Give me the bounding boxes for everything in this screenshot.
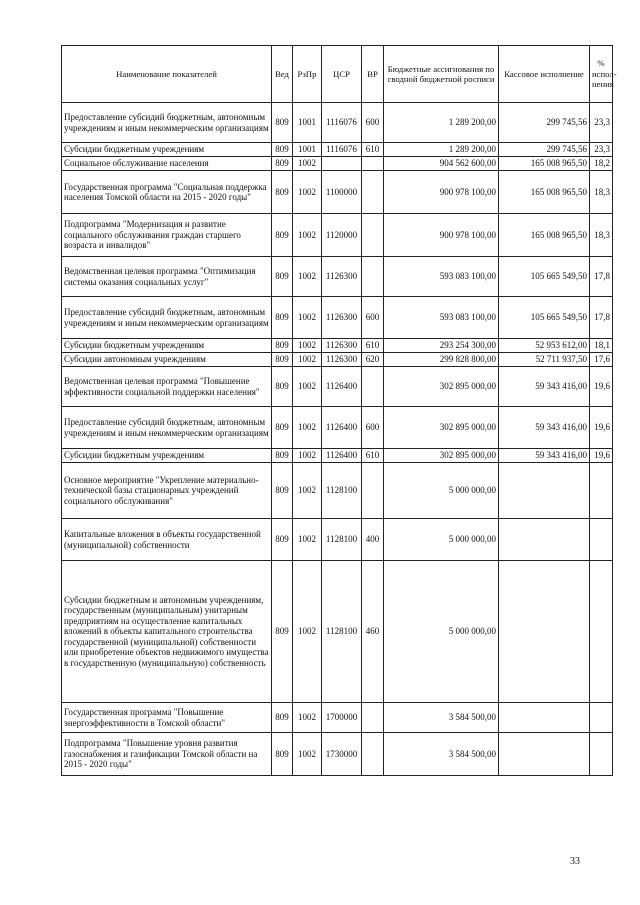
cell-ved: 809: [272, 339, 293, 353]
cell-pct: 18,2: [590, 157, 613, 171]
cell-cash: 59 343 416,00: [499, 367, 590, 407]
cell-vr: [362, 367, 384, 407]
cell-budget: 900 978 100,00: [384, 171, 499, 214]
table-row: [62, 257, 613, 297]
cell-name: Субсидии бюджетным учреждениям: [62, 449, 272, 463]
cell-csr: 1700000: [322, 703, 362, 733]
cell-csr: 1126400: [322, 367, 362, 407]
cell-name: Субсидии автономным учреждениям: [62, 353, 272, 367]
header-cash: Кассовое исполнение: [499, 46, 590, 103]
cell-vr: [362, 171, 384, 214]
cell-budget: 593 083 100,00: [384, 297, 499, 339]
cell-budget: 3 584 500,00: [384, 733, 499, 776]
cell-cash: [499, 519, 590, 561]
cell-name: Подпрограмма "Повышение уровня развития газоснабжения и газификации Томской области на 2015 - 2020 годы": [62, 733, 272, 776]
cell-name: Предоставление субсидий бюджетным, автономным учреждениям и иным некоммерческим организациям: [62, 407, 272, 449]
table-row: [62, 367, 613, 407]
cell-ved: 809: [272, 214, 293, 257]
table-row: [62, 297, 613, 339]
cell-vr: 600: [362, 407, 384, 449]
cell-pct: [590, 519, 613, 561]
table-row: [62, 214, 613, 257]
cell-name: Государственная программа "Социальная поддержка населения Томской области на 2015 - 2020 годы": [62, 171, 272, 214]
cell-vr: [362, 463, 384, 519]
cell-name: Основное мероприятие "Укрепление материально-технической базы стационарных учреждений социального обслуживания": [62, 463, 272, 519]
header-ved: Вед: [272, 46, 293, 103]
cell-rzpr: 1002: [293, 407, 322, 449]
cell-rzpr: 1002: [293, 733, 322, 776]
table-row: [62, 353, 613, 367]
cell-vr: [362, 214, 384, 257]
table-row: [62, 449, 613, 463]
table-row: [62, 733, 613, 776]
table-row: [62, 339, 613, 353]
cell-pct: 18,3: [590, 214, 613, 257]
cell-rzpr: 1002: [293, 449, 322, 463]
cell-budget: 299 828 800,00: [384, 353, 499, 367]
cell-cash: [499, 561, 590, 703]
header-budget: Бюджетные ассигнования по сводной бюджетной росписи: [384, 46, 499, 103]
cell-csr: [322, 157, 362, 171]
table-row: [62, 519, 613, 561]
cell-cash: 165 008 965,50: [499, 157, 590, 171]
cell-ved: 809: [272, 157, 293, 171]
cell-pct: [590, 561, 613, 703]
cell-budget: 900 978 100,00: [384, 214, 499, 257]
cell-cash: [499, 703, 590, 733]
cell-rzpr: 1001: [293, 143, 322, 157]
cell-vr: 610: [362, 339, 384, 353]
cell-rzpr: 1002: [293, 367, 322, 407]
cell-pct: 23,3: [590, 143, 613, 157]
table-row: [62, 407, 613, 449]
cell-csr: 1116076: [322, 103, 362, 143]
cell-cash: 59 343 416,00: [499, 407, 590, 449]
header-csr: ЦСР: [322, 46, 362, 103]
cell-csr: 1126400: [322, 407, 362, 449]
cell-csr: 1126400: [322, 449, 362, 463]
cell-budget: 5 000 000,00: [384, 561, 499, 703]
cell-pct: 17,8: [590, 257, 613, 297]
table-row: [62, 143, 613, 157]
cell-rzpr: 1001: [293, 103, 322, 143]
cell-ved: 809: [272, 733, 293, 776]
cell-csr: 1126300: [322, 353, 362, 367]
cell-vr: 600: [362, 103, 384, 143]
cell-budget: 904 562 600,00: [384, 157, 499, 171]
cell-vr: [362, 157, 384, 171]
cell-budget: 293 254 300,00: [384, 339, 499, 353]
cell-pct: [590, 733, 613, 776]
cell-vr: 610: [362, 449, 384, 463]
cell-rzpr: 1002: [293, 297, 322, 339]
cell-csr: 1126300: [322, 297, 362, 339]
table-row: [62, 157, 613, 171]
cell-ved: 809: [272, 103, 293, 143]
cell-rzpr: 1002: [293, 463, 322, 519]
cell-pct: 18,3: [590, 171, 613, 214]
cell-vr: [362, 703, 384, 733]
cell-pct: [590, 703, 613, 733]
cell-cash: [499, 733, 590, 776]
cell-rzpr: 1002: [293, 214, 322, 257]
page-number: 33: [570, 856, 580, 867]
cell-ved: 809: [272, 367, 293, 407]
cell-vr: 600: [362, 297, 384, 339]
cell-ved: 809: [272, 703, 293, 733]
cell-ved: 809: [272, 463, 293, 519]
cell-ved: 809: [272, 353, 293, 367]
cell-vr: 460: [362, 561, 384, 703]
cell-pct: 17,8: [590, 297, 613, 339]
cell-name: Субсидии бюджетным учреждениям: [62, 143, 272, 157]
cell-rzpr: 1002: [293, 257, 322, 297]
cell-vr: [362, 257, 384, 297]
cell-name: Субсидии бюджетным учреждениям: [62, 339, 272, 353]
table-header-row: [62, 46, 613, 103]
cell-rzpr: 1002: [293, 519, 322, 561]
cell-budget: 5 000 000,00: [384, 519, 499, 561]
cell-pct: 19,6: [590, 449, 613, 463]
cell-csr: 1116076: [322, 143, 362, 157]
cell-pct: 19,6: [590, 407, 613, 449]
cell-ved: 809: [272, 297, 293, 339]
cell-vr: 400: [362, 519, 384, 561]
cell-vr: 610: [362, 143, 384, 157]
table-row: [62, 561, 613, 703]
cell-csr: 1120000: [322, 214, 362, 257]
cell-pct: 19,6: [590, 367, 613, 407]
budget-table: [61, 45, 617, 776]
header-pct: % испол-нения: [590, 46, 613, 103]
cell-cash: 165 008 965,50: [499, 171, 590, 214]
cell-csr: 1128100: [322, 561, 362, 703]
cell-ved: 809: [272, 407, 293, 449]
cell-vr: [362, 733, 384, 776]
cell-ved: 809: [272, 171, 293, 214]
cell-name: Предоставление субсидий бюджетным, автономным учреждениям и иным некоммерческим организациям: [62, 103, 272, 143]
cell-csr: 1126300: [322, 257, 362, 297]
cell-csr: 1730000: [322, 733, 362, 776]
cell-csr: 1100000: [322, 171, 362, 214]
table-row: [62, 703, 613, 733]
cell-budget: 3 584 500,00: [384, 703, 499, 733]
cell-pct: 23,3: [590, 103, 613, 143]
cell-cash: 105 665 549,50: [499, 297, 590, 339]
cell-rzpr: 1002: [293, 171, 322, 214]
cell-name: Предоставление субсидий бюджетным, автономным учреждениям и иным некоммерческим организациям: [62, 297, 272, 339]
cell-budget: 5 000 000,00: [384, 463, 499, 519]
header-vr: ВР: [362, 46, 384, 103]
header-name: Наименование показателей: [62, 46, 272, 103]
cell-cash: 59 343 416,00: [499, 449, 590, 463]
cell-budget: 1 289 200,00: [384, 143, 499, 157]
cell-budget: 593 083 100,00: [384, 257, 499, 297]
cell-pct: [590, 463, 613, 519]
cell-budget: 302 895 000,00: [384, 407, 499, 449]
cell-ved: 809: [272, 519, 293, 561]
cell-cash: 299 745,56: [499, 143, 590, 157]
cell-name: Социальное обслуживание населения: [62, 157, 272, 171]
cell-ved: 809: [272, 561, 293, 703]
cell-rzpr: 1002: [293, 703, 322, 733]
cell-cash: 165 008 965,50: [499, 214, 590, 257]
cell-pct: 18,1: [590, 339, 613, 353]
cell-ved: 809: [272, 143, 293, 157]
cell-rzpr: 1002: [293, 339, 322, 353]
cell-name: Государственная программа "Повышение энергоэффективности в Томской области": [62, 703, 272, 733]
cell-cash: 52 711 937,50: [499, 353, 590, 367]
table-row: [62, 171, 613, 214]
cell-budget: 302 895 000,00: [384, 449, 499, 463]
cell-ved: 809: [272, 257, 293, 297]
header-rzpr: РзПр: [293, 46, 322, 103]
cell-name: Ведомственная целевая программа "Повышение эффективности социальной поддержки населения": [62, 367, 272, 407]
cell-cash: 299 745,56: [499, 103, 590, 143]
cell-budget: 1 289 200,00: [384, 103, 499, 143]
cell-cash: [499, 463, 590, 519]
cell-csr: 1126300: [322, 339, 362, 353]
cell-rzpr: 1002: [293, 353, 322, 367]
cell-cash: 52 953 612,00: [499, 339, 590, 353]
cell-budget: 302 895 000,00: [384, 367, 499, 407]
cell-cash: 105 665 549,50: [499, 257, 590, 297]
cell-rzpr: 1002: [293, 157, 322, 171]
cell-ved: 809: [272, 449, 293, 463]
cell-csr: 1128100: [322, 463, 362, 519]
table-row: [62, 463, 613, 519]
cell-pct: 17,6: [590, 353, 613, 367]
cell-name: Субсидии бюджетным и автономным учреждениям, государственным (муниципальным) унитарным предприятиям на осуществление капитальных вложений в объекты капитального строительства государственной (муниципальной) собственности или приобретение объектов недвижимого имущества в государственную (муниципальную) собственность: [62, 561, 272, 703]
cell-name: Подпрограмма "Модернизация и развитие социального обслуживания граждан старшего возраста и инвалидов": [62, 214, 272, 257]
cell-vr: 620: [362, 353, 384, 367]
cell-csr: 1128100: [322, 519, 362, 561]
cell-name: Ведомственная целевая программа "Оптимизация системы оказания социальных услуг": [62, 257, 272, 297]
table-row: [62, 103, 613, 143]
cell-name: Капитальные вложения в объекты государственной (муниципальной) собственности: [62, 519, 272, 561]
cell-rzpr: 1002: [293, 561, 322, 703]
